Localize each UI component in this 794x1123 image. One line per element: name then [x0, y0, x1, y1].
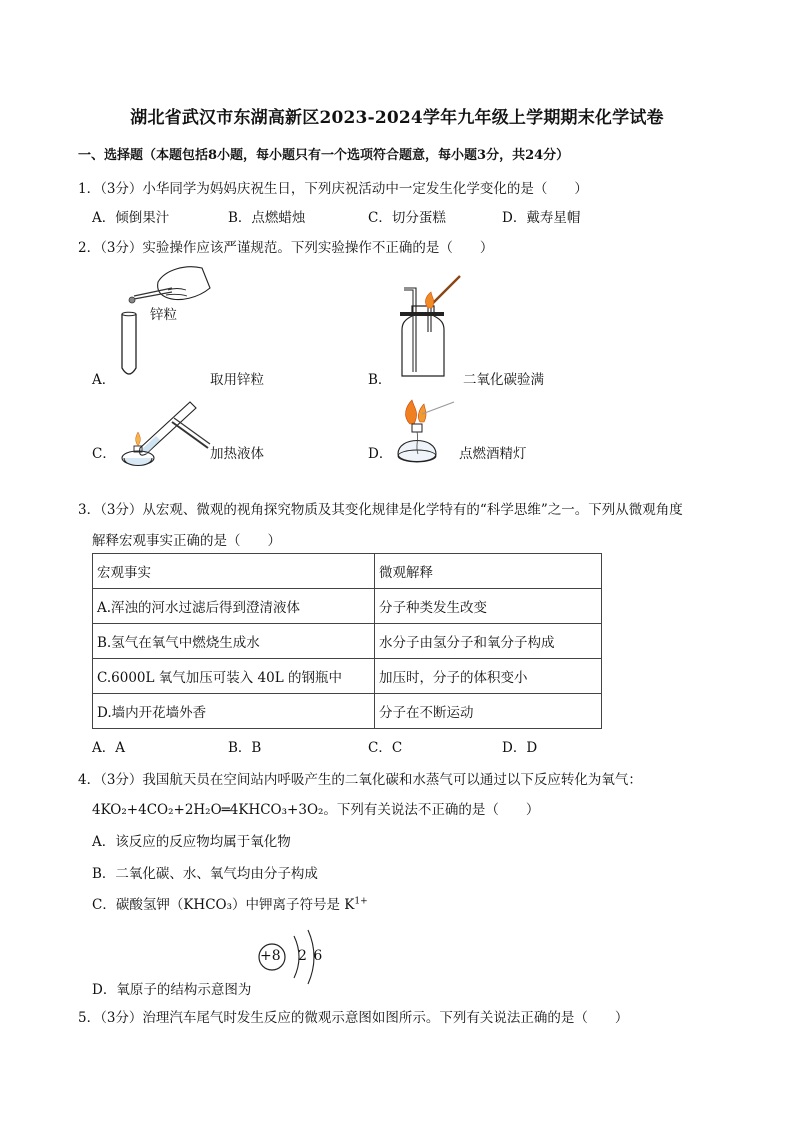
- q1-option-a: A．倾倒果汁: [92, 210, 170, 226]
- q2-option-b-caption: 二氧化碳验满: [463, 372, 544, 388]
- table-header-cell: 宏观事实: [93, 554, 375, 589]
- table-row: [93, 659, 602, 694]
- q4-option-a: A．该反应的反应物均属于氧化物: [92, 834, 291, 850]
- q3-table: [92, 553, 602, 729]
- table-cell: A.浑浊的河水过滤后得到澄清液体: [93, 589, 375, 624]
- table-cell: B.氢气在氧气中燃烧生成水: [93, 624, 375, 659]
- q4-stem-line1: 4．（3分）我国航天员在空间站内呼吸产生的二氧化碳和水蒸气可以通过以下反应转化为氧气：: [78, 772, 642, 788]
- q2-option-d-letter: D．: [368, 446, 393, 462]
- table-row: [93, 589, 602, 624]
- table-cell: C.6000L 氧气加压可装入 40L 的钢瓶中: [93, 659, 375, 694]
- q3-option-b: B．B: [228, 740, 262, 756]
- section-heading: 一、选择题（本题包括8小题，每小题只有一个选项符合题意，每小题3分，共24分）: [78, 148, 570, 163]
- table-header-cell: 微观解释: [375, 554, 602, 589]
- page-title: 湖北省武汉市东湖高新区2023-2024学年九年级上学期期末化学试卷: [130, 108, 664, 128]
- atom-shell-electrons: 2 6: [298, 948, 324, 964]
- q2-stem: 2．（3分）实验操作应该严谨规范。下列实验操作不正确的是（ ）: [78, 240, 494, 256]
- q1-option-b: B．点燃蜡烛: [228, 210, 306, 226]
- table-row: [93, 624, 602, 659]
- q4-option-b: B．二氧化碳、水、氧气均由分子构成: [92, 866, 318, 882]
- table-cell: 分子种类发生改变: [375, 589, 602, 624]
- zinc-label: 锌粒: [150, 307, 177, 323]
- q2-option-c-letter: C．: [92, 446, 116, 462]
- table-cell: 加压时，分子的体积变小: [375, 659, 602, 694]
- q4-stem-line2: [92, 798, 539, 818]
- q2-option-a-letter: A．: [92, 372, 116, 388]
- q4-option-c: [92, 893, 368, 913]
- figure-d-lighting-lamp: [392, 396, 462, 476]
- q2-option-c-caption: 加热液体: [210, 446, 264, 462]
- q5-stem: 5．（3分）治理汽车尾气时发生反应的微观示意图如图所示。下列有关说法正确的是（ ）: [78, 1010, 629, 1026]
- q3-option-c: C．C: [368, 740, 403, 756]
- q2-option-d-caption: 点燃酒精灯: [459, 446, 527, 462]
- q3-option-d: D．D: [502, 740, 538, 756]
- q3-option-a: A．A: [92, 740, 125, 756]
- table-cell: 水分子由氢分子和氧分子构成: [375, 624, 602, 659]
- q4-equation: 4KO₂+4CO₂+2H₂O═4KHCO₃+3O₂: [92, 802, 324, 818]
- table-row: [93, 694, 602, 729]
- table-header-row: [93, 554, 602, 589]
- q3-stem-line2: 解释宏观事实正确的是（ ）: [92, 533, 281, 549]
- table-cell: 分子在不断运动: [375, 694, 602, 729]
- q3-stem-line1: 3．（3分）从宏观、微观的视角探究物质及其变化规律是化学特有的“科学思维”之一。下列从微观角度: [78, 502, 683, 518]
- q1-stem: 1．（3分）小华同学为妈妈庆祝生日，下列庆祝活动中一定发生化学变化的是（ ）: [78, 181, 588, 197]
- q4-stem-tail: 。下列有关说法不正确的是（ ）: [323, 802, 540, 818]
- atom-nucleus-charge: +8: [260, 948, 281, 964]
- q1-option-c: C．切分蛋糕: [368, 210, 446, 226]
- q2-option-a-caption: 取用锌粒: [210, 372, 264, 388]
- figure-c-heating-liquid: [110, 392, 220, 472]
- table-cell: D.墙内开花墙外香: [93, 694, 375, 729]
- q1-option-d: D．戴寿星帽: [502, 210, 581, 226]
- q4-option-c-text: C．碳酸氢钾（KHCO₃）中钾离子符号是 K: [92, 897, 355, 913]
- q4-option-c-charge: 1+: [354, 896, 368, 907]
- q4-option-d: D．氧原子的结构示意图为: [92, 982, 252, 998]
- figure-b-co2-check: [390, 272, 470, 382]
- q2-option-b-letter: B．: [368, 372, 392, 388]
